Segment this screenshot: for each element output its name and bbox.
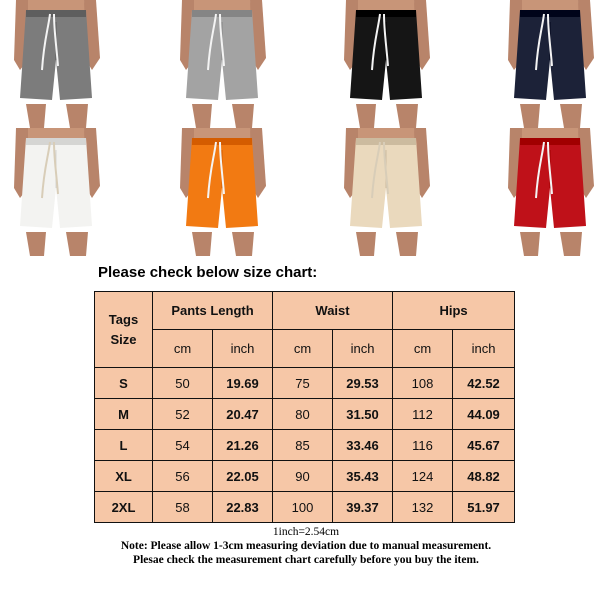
inch-value-cell: 35.43 bbox=[333, 461, 393, 492]
inch-value-cell: 29.53 bbox=[333, 368, 393, 399]
unit-cm-header: cm bbox=[153, 330, 213, 368]
inch-value-cell: 19.69 bbox=[213, 368, 273, 399]
product-photo-light-gray bbox=[176, 0, 268, 128]
cm-value-cell: 56 bbox=[153, 461, 213, 492]
inch-value-cell: 39.37 bbox=[333, 492, 393, 523]
size-chart-table bbox=[94, 291, 515, 523]
product-photo-beige bbox=[340, 128, 432, 256]
cm-value-cell: 132 bbox=[393, 492, 453, 523]
inch-value-cell: 20.47 bbox=[213, 399, 273, 430]
hips-header: Hips bbox=[393, 292, 515, 330]
table-header-row bbox=[95, 292, 515, 330]
unit-cm-header: cm bbox=[273, 330, 333, 368]
inch-value-cell: 48.82 bbox=[453, 461, 515, 492]
product-photo-black bbox=[340, 0, 432, 128]
inch-value-cell: 51.97 bbox=[453, 492, 515, 523]
inch-value-cell: 22.05 bbox=[213, 461, 273, 492]
inch-value-cell: 44.09 bbox=[453, 399, 515, 430]
cm-value-cell: 100 bbox=[273, 492, 333, 523]
waist-header: Waist bbox=[273, 292, 393, 330]
size-cell: L bbox=[95, 430, 153, 461]
cm-value-cell: 75 bbox=[273, 368, 333, 399]
tags-label: Tags bbox=[108, 311, 139, 327]
size-chart-heading: Please check below size chart: bbox=[98, 264, 318, 281]
product-photo-orange bbox=[176, 128, 268, 256]
product-photo-gray bbox=[10, 0, 102, 128]
inch-value-cell: 22.83 bbox=[213, 492, 273, 523]
size-label: Size bbox=[110, 331, 137, 347]
inch-value-cell: 45.67 bbox=[453, 430, 515, 461]
size-cell: XL bbox=[95, 461, 153, 492]
cm-value-cell: 112 bbox=[393, 399, 453, 430]
size-row bbox=[95, 368, 515, 399]
size-cell: M bbox=[95, 399, 153, 430]
unit-cm-header: cm bbox=[393, 330, 453, 368]
conversion-note: 1inch=2.54cm bbox=[272, 526, 340, 538]
deviation-note: Note: Please allow 1-3cm measuring deviation due to manual measurement. bbox=[120, 540, 492, 552]
size-cell: 2XL bbox=[95, 492, 153, 523]
cm-value-cell: 90 bbox=[273, 461, 333, 492]
product-photo-red bbox=[504, 128, 596, 256]
pants-length-header: Pants Length bbox=[153, 292, 273, 330]
size-row bbox=[95, 461, 515, 492]
unit-inch-header: inch bbox=[453, 330, 515, 368]
inch-value-cell: 31.50 bbox=[333, 399, 393, 430]
size-row bbox=[95, 430, 515, 461]
inch-value-cell: 42.52 bbox=[453, 368, 515, 399]
size-row bbox=[95, 492, 515, 523]
check-note: Plesae check the measurement chart carefully before you buy the item. bbox=[133, 554, 479, 566]
product-photo-navy bbox=[504, 0, 596, 128]
unit-inch-header: inch bbox=[333, 330, 393, 368]
table-unit-row bbox=[95, 330, 515, 368]
cm-value-cell: 58 bbox=[153, 492, 213, 523]
cm-value-cell: 116 bbox=[393, 430, 453, 461]
notes-block bbox=[118, 525, 494, 567]
cm-value-cell: 80 bbox=[273, 399, 333, 430]
inch-value-cell: 21.26 bbox=[213, 430, 273, 461]
cm-value-cell: 108 bbox=[393, 368, 453, 399]
cm-value-cell: 85 bbox=[273, 430, 333, 461]
inch-value-cell: 33.46 bbox=[333, 430, 393, 461]
product-photo-grid bbox=[10, 0, 590, 258]
cm-value-cell: 52 bbox=[153, 399, 213, 430]
cm-value-cell: 50 bbox=[153, 368, 213, 399]
cm-value-cell: 54 bbox=[153, 430, 213, 461]
cm-value-cell: 124 bbox=[393, 461, 453, 492]
unit-inch-header: inch bbox=[213, 330, 273, 368]
product-photo-white bbox=[10, 128, 102, 256]
tags-size-header bbox=[95, 292, 153, 368]
size-row bbox=[95, 399, 515, 430]
size-cell: S bbox=[95, 368, 153, 399]
